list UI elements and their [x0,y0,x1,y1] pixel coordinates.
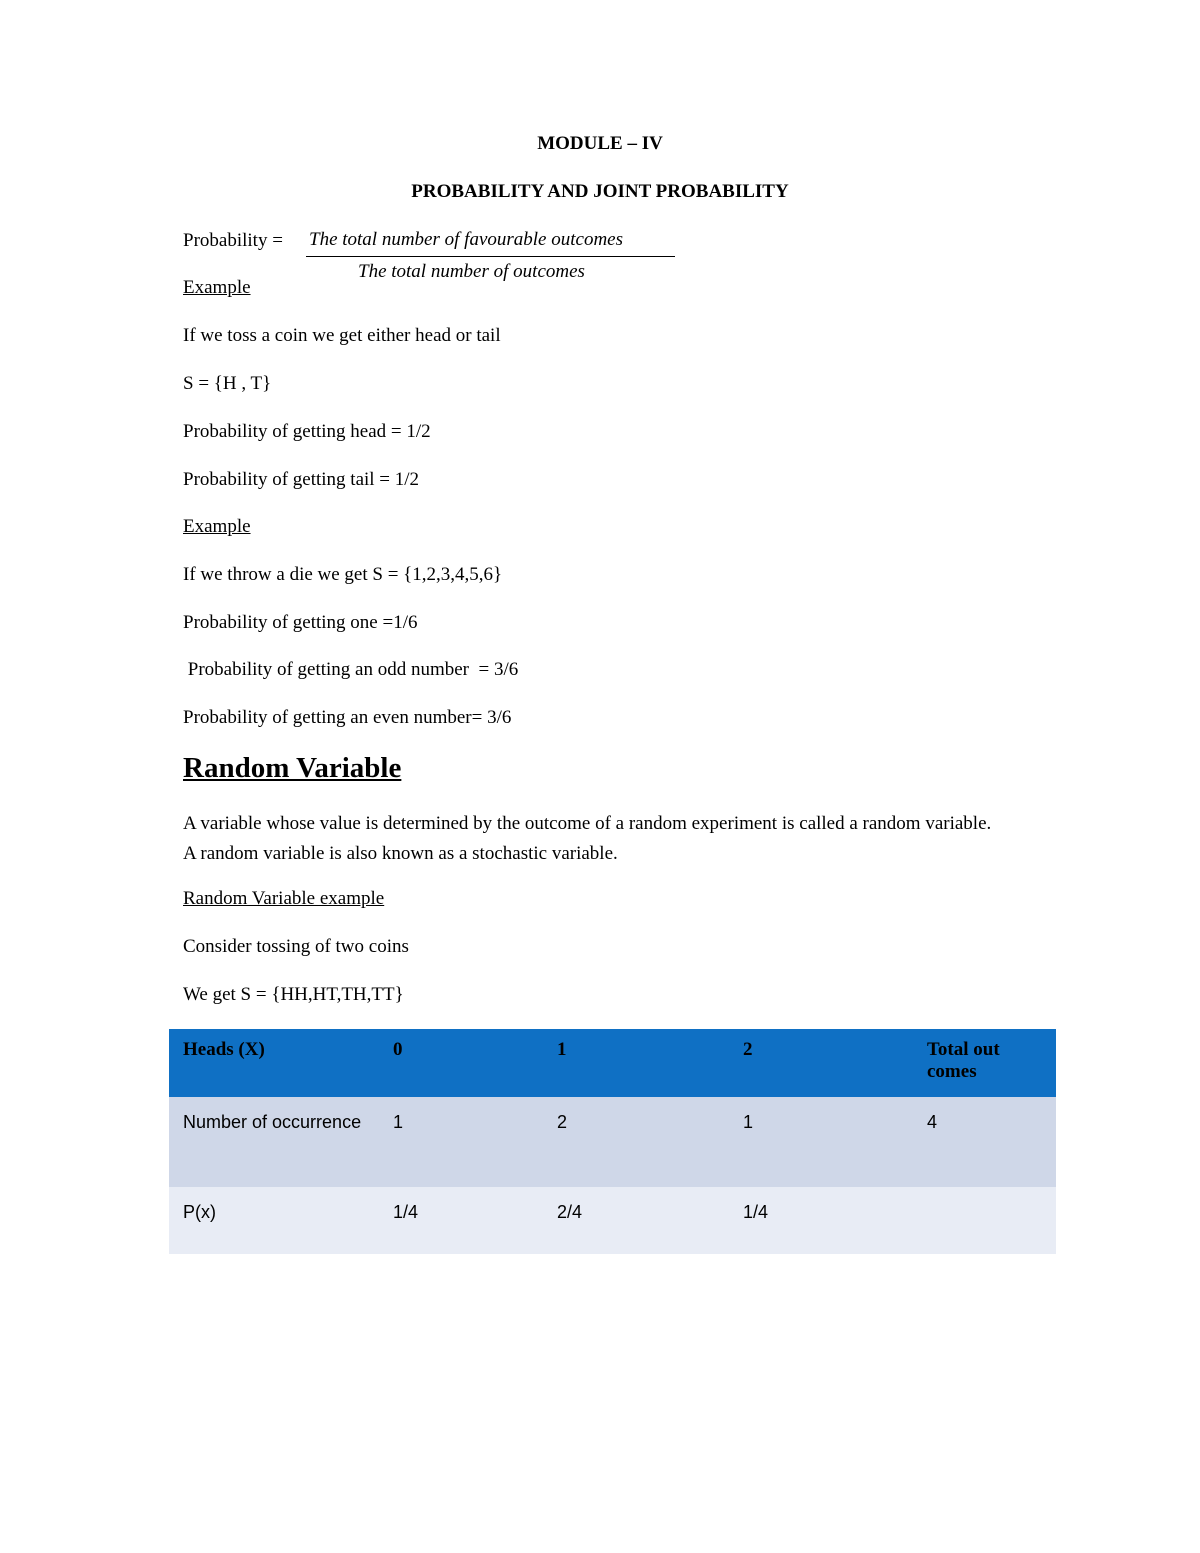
table-cell: 2 [557,1112,568,1132]
example2-line: If we throw a die we get S = {1,2,3,4,5,6} [183,564,503,585]
example-heading-1: Example [183,277,251,298]
table-cell [913,1187,1056,1254]
table-cell: 1/4 [393,1202,419,1222]
module-title: MODULE – IV [537,133,663,154]
random-variable-table [169,1029,1056,1254]
example2-line: Probability of getting one =1/6 [183,612,418,633]
table-cell: 1/4 [743,1202,769,1222]
rv-example-line: Consider tossing of two coins [183,936,409,957]
example1-line: Probability of getting tail = 1/2 [183,469,420,490]
table-cell: 2/4 [557,1202,583,1222]
table-cell: 4 [927,1112,938,1132]
table-header-cell: 2 [743,1039,753,1060]
table-header-cell: 0 [393,1039,403,1060]
example2-line: Probability of getting an odd number = 3/6 [183,659,519,680]
table-header-cell: Total out comes [927,1039,1000,1082]
random-variable-heading: Random Variable [183,752,402,784]
fraction-bar [306,256,675,257]
table-cell: P(x) [183,1202,216,1222]
random-variable-example-heading: Random Variable example [183,888,385,909]
example2-line: Probability of getting an even number= 3/6 [183,707,512,728]
formula-label: Probability = [183,230,283,251]
random-variable-definition: A variable whose value is determined by the outcome of a random experiment is called a random variable. A random variable is also known as a stochastic variable. [183,813,992,864]
table-cell: Number of occurrence [183,1112,362,1132]
example-heading-2: Example [183,516,251,537]
table-cell: 1 [743,1112,754,1132]
formula-numerator: The total number of favourable outcomes [309,229,623,250]
example1-line: S = {H , T} [183,373,272,394]
formula-denominator: The total number of outcomes [358,261,585,282]
rv-example-line: We get S = {HH,HT,TH,TT} [183,984,404,1005]
example1-line: Probability of getting head = 1/2 [183,421,431,442]
page-title: PROBABILITY AND JOINT PROBABILITY [411,181,789,202]
example1-line: If we toss a coin we get either head or tail [183,325,501,346]
table-cell: 1 [393,1112,404,1132]
table-header-row [169,1029,1056,1097]
table-row [169,1097,1056,1187]
table-row [169,1187,1056,1254]
table-header-cell: 1 [557,1039,567,1060]
table-header-cell: Heads (X) [183,1039,265,1060]
